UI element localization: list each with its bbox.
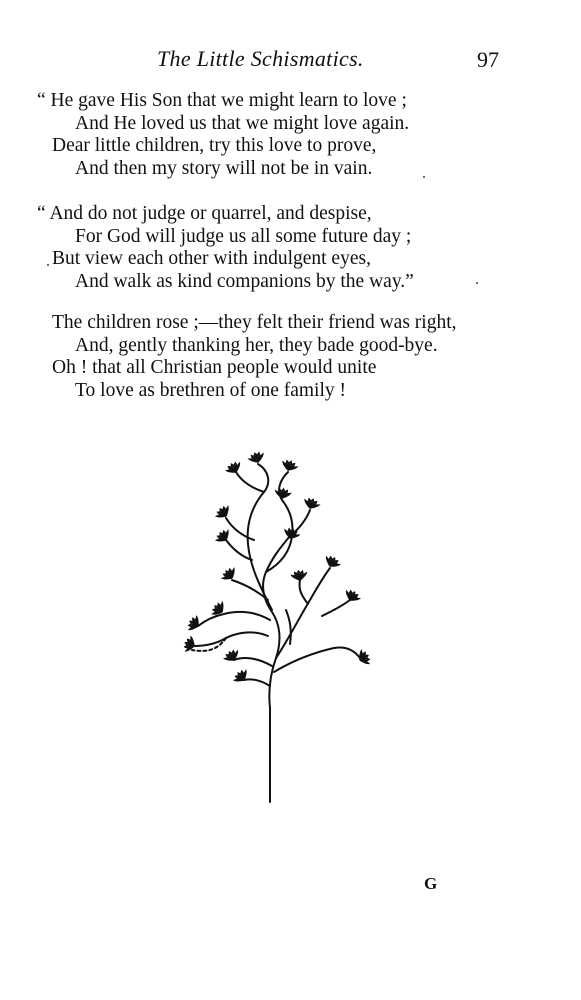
verse-line: Dear little children, try this love to prove, xyxy=(52,135,377,156)
verse-line: But view each other with indulgent eyes, xyxy=(52,248,371,269)
verse-line: The children rose ;—they felt their friend was right, xyxy=(52,312,457,333)
leaf-cluster xyxy=(187,615,202,632)
leaf-cluster xyxy=(303,497,319,510)
leaf-cluster xyxy=(225,461,242,476)
print-speck xyxy=(423,176,425,178)
leaf-cluster xyxy=(223,649,240,664)
verse-line: “ He gave His Son that we might learn to love ; xyxy=(37,90,407,111)
leaf-cluster xyxy=(281,459,297,472)
leaf-cluster xyxy=(291,570,306,581)
running-title: The Little Schismatics. xyxy=(157,46,364,71)
verse-line: Oh ! that all Christian people would unite xyxy=(52,357,377,378)
leaf-cluster xyxy=(215,505,232,521)
signature-mark: G xyxy=(424,874,438,893)
leaf-cluster xyxy=(233,669,250,685)
verse-line: To love as brethren of one family ! xyxy=(75,379,347,401)
print-speck xyxy=(476,282,478,284)
page-number: 97 xyxy=(477,47,499,72)
verse-line: And then my story will not be in vain. xyxy=(75,157,373,179)
leaf-cluster xyxy=(344,589,361,604)
print-speck xyxy=(47,264,49,266)
leaf-cluster xyxy=(324,555,341,570)
verse-line: And walk as kind companions by the way.” xyxy=(75,270,414,292)
leaf-cluster xyxy=(248,451,264,464)
verse-line: And He loved us that we might love again. xyxy=(75,112,410,134)
leaf-cluster xyxy=(275,488,290,499)
fern-sprig-icon xyxy=(140,440,400,810)
verse-line: For God will judge us all some future day ; xyxy=(75,225,412,247)
verse-line: And, gently thanking her, they bade good-bye. xyxy=(75,334,438,356)
verse-line: “ And do not judge or quarrel, and despise, xyxy=(37,203,372,224)
